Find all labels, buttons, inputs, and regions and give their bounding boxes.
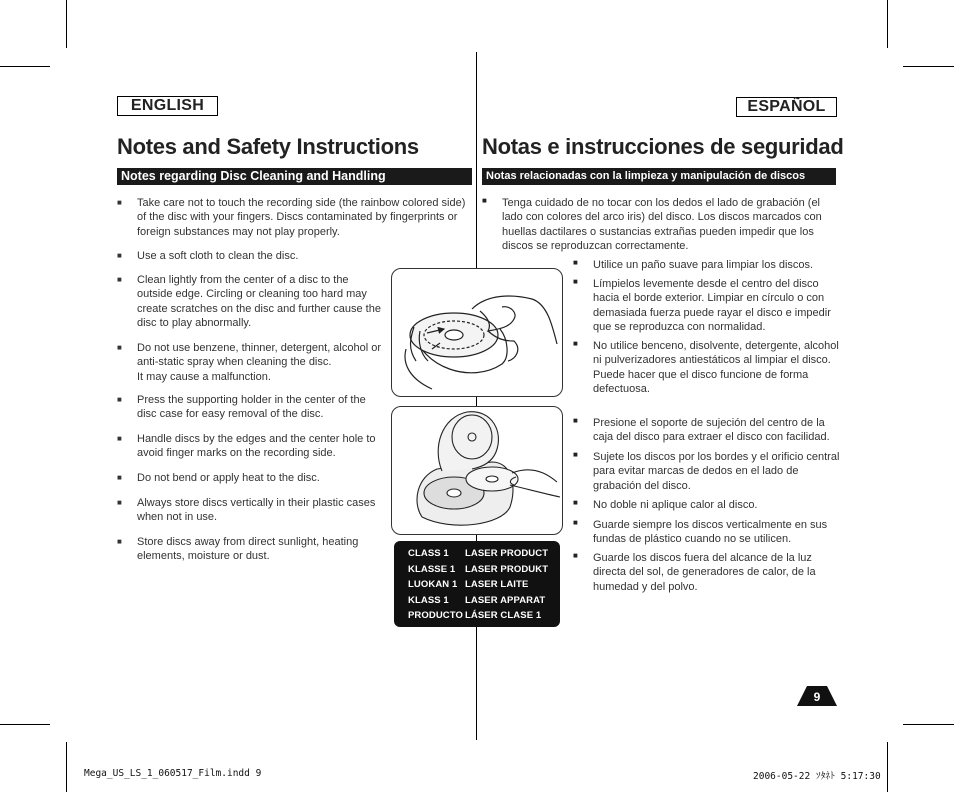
- list-item-text: Press the supporting holder in the center of the disc case for easy removal of the disc.: [137, 394, 366, 421]
- list-item-text: Handle discs by the edges and the center hole to avoid finger marks on the recording side.: [137, 433, 376, 460]
- crop-mark: [0, 724, 50, 725]
- list-item-text: Sujete los discos por los bordes y el orificio central para evitar marcas de dedos en el lado de grabación del disco.: [593, 451, 840, 492]
- list-item-text: Tenga cuidado de no tocar con los dedos el lado de grabación (el lado con colores del arco iris) del disco. Los discos marcados con huellas dactilares o sustancias extrañas pueden impedir que los discos se reproduzcan correctamente.: [502, 197, 822, 253]
- bullet-icon: ■: [117, 275, 122, 284]
- bullet-icon: ■: [117, 498, 122, 507]
- laser-label-product: LASER LAITE: [465, 579, 529, 590]
- crop-mark: [66, 0, 67, 48]
- page-title-english: Notes and Safety Instructions: [117, 134, 419, 159]
- laser-label-product: LÁSER CLASE 1: [465, 610, 542, 621]
- laser-label-row: [394, 546, 560, 561]
- laser-label-row: [394, 562, 560, 577]
- bullet-icon: ■: [573, 258, 578, 267]
- bullet-icon: ■: [573, 551, 578, 560]
- section-heading-english: Notes regarding Disc Cleaning and Handling: [117, 168, 472, 185]
- bullet-icon: ■: [117, 434, 122, 443]
- laser-label-class: KLASSE 1: [408, 563, 456, 575]
- bullet-icon: ■: [117, 537, 122, 546]
- laser-label-product: LASER APPARAT: [465, 594, 546, 606]
- bullet-icon: ■: [573, 339, 578, 348]
- list-item-text: Clean lightly from the center of a disc to the outside edge. Circling or cleaning too hard may create scratches on the disc and further cause the disc to play abnormally.: [137, 274, 381, 330]
- list-item-text: Use a soft cloth to clean the disc.: [137, 250, 299, 262]
- list-item-text: Límpielos levemente desde el centro del disco hacia el borde exterior. Limpiar en círculo o con demasiada fuerza puede rayar el disco e impedir que se reproduzca con normalidad.: [593, 278, 831, 334]
- crop-mark: [0, 66, 50, 67]
- crop-mark: [887, 0, 888, 48]
- laser-label-class: KLASS 1: [408, 594, 449, 606]
- list-item-text: Do not bend or apply heat to the disc.: [137, 472, 320, 484]
- crop-mark: [903, 66, 954, 67]
- camcorder-drawing: [392, 407, 562, 534]
- bullet-icon: ■: [573, 277, 578, 286]
- disc-cleaning-drawing: [392, 269, 562, 396]
- bullet-icon: ■: [117, 395, 122, 404]
- list-item-text: [593, 339, 840, 397]
- bullet-icon: ■: [573, 518, 578, 527]
- list-item-text: [137, 341, 381, 384]
- disc-cleaning-illustration: [391, 268, 563, 397]
- language-label-english: ENGLISH: [117, 96, 218, 116]
- laser-label-class: CLASS 1: [408, 548, 449, 559]
- list-item-note: Puede hacer que el disco funcione de forma defectuosa.: [593, 368, 809, 396]
- list-item-text: Take care not to touch the recording side (the rainbow colored side) of the disc with your fingers. Discs contaminated by fingerprints or foreign substances may not play properly.: [137, 197, 466, 238]
- list-item-text: Guarde los discos fuera del alcance de la luz directa del sol, de generadores de calor, de la humedad y del polvo.: [593, 552, 816, 593]
- bullet-icon: ■: [117, 198, 122, 207]
- list-item-text: Utilice un paño suave para limpiar los discos.: [593, 259, 814, 271]
- list-item-main: No utilice benceno, disolvente, detergente, alcohol ni pulverizadores antiestáticos al limpiar el disco.: [593, 340, 839, 367]
- list-item-text: No doble ni aplique calor al disco.: [593, 499, 758, 511]
- laser-label-product: LASER PRODUCT: [465, 548, 549, 559]
- footer-file-info: Mega_US_LS_1_060517_Film.indd 9: [84, 768, 262, 779]
- laser-product-label: [394, 541, 560, 627]
- list-item-text: Always store discs vertically in their plastic cases when not in use.: [137, 497, 376, 524]
- footer-timestamp: 2006-05-22 ｿﾀﾈﾄ 5:17:30: [753, 771, 881, 782]
- list-item-note: It may cause a malfunction.: [137, 370, 271, 383]
- language-label-spanish: ESPAÑOL: [736, 97, 837, 117]
- bullet-icon: ■: [573, 498, 578, 507]
- crop-mark: [66, 742, 67, 792]
- disc-removal-illustration: [391, 406, 563, 535]
- page-number-badge: [797, 686, 837, 706]
- bullet-icon: ■: [117, 343, 122, 352]
- bullet-icon: ■: [117, 251, 122, 260]
- list-item-text: Presione el soporte de sujeción del centro de la caja del disco para extraer el disco con facilidad.: [593, 417, 830, 444]
- laser-label-class: LUOKAN 1: [408, 579, 458, 590]
- section-heading-spanish: Notas relacionadas con la limpieza y manipulación de discos: [482, 168, 836, 185]
- page-number: 9: [813, 690, 821, 704]
- bullet-icon: ■: [573, 416, 578, 425]
- list-item-text: Guarde siempre los discos verticalmente en sus fundas de plástico cuando no se utilicen.: [593, 519, 828, 546]
- bullet-icon: ■: [117, 473, 122, 482]
- page-title-spanish: Notas e instrucciones de seguridad: [482, 134, 844, 159]
- crop-mark: [903, 724, 954, 725]
- list-item-main: Do not use benzene, thinner, detergent, alcohol or anti-static spray when cleaning the disc.: [137, 342, 382, 369]
- laser-label-product: LASER PRODUKT: [465, 563, 549, 575]
- laser-label-row: [394, 593, 560, 608]
- bullet-icon: ■: [573, 450, 578, 459]
- bullet-icon: ■: [482, 196, 487, 205]
- laser-label-class: PRODUCTO: [408, 610, 463, 621]
- crop-mark: [887, 742, 888, 792]
- laser-label-row: [394, 577, 560, 592]
- list-item-text: Store discs away from direct sunlight, heating elements, moisture or dust.: [137, 536, 359, 563]
- laser-label-row: [394, 608, 560, 623]
